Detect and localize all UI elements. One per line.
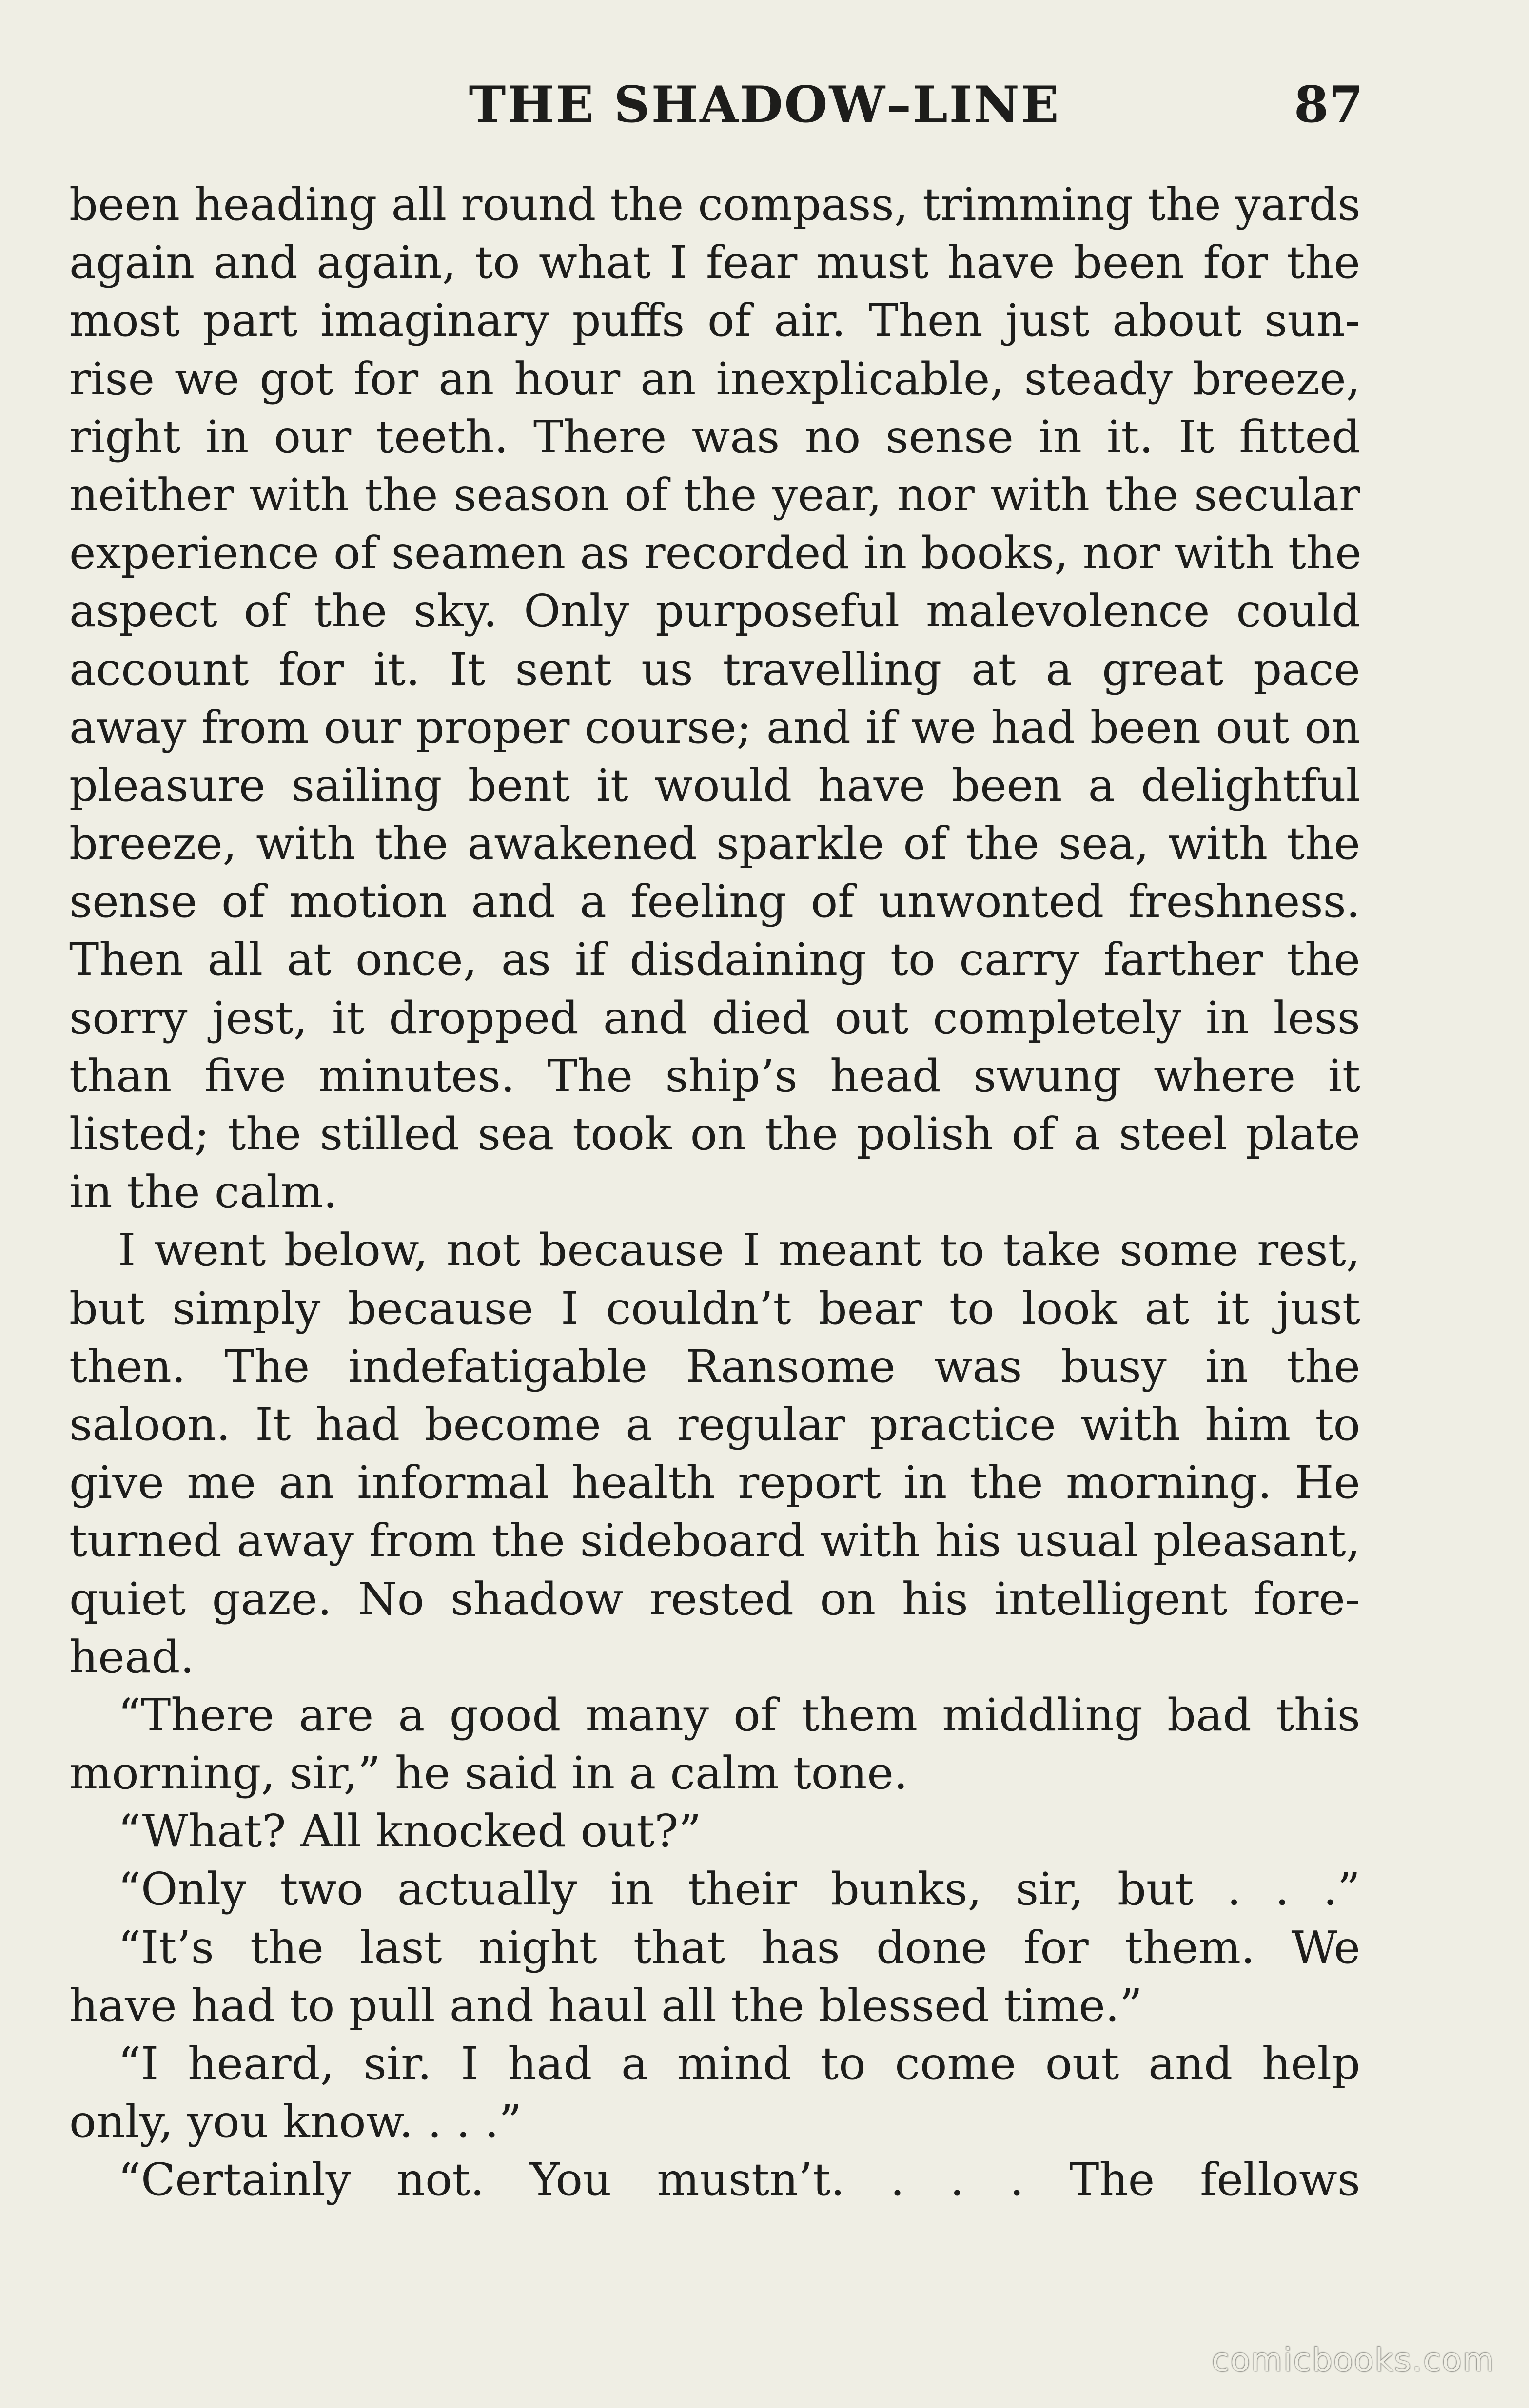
watermark: comicbooks.com (1212, 2341, 1495, 2379)
text-line: morning, sir,” he said in a calm tone. (69, 1747, 908, 1800)
text-line: turned away from the sideboard with his usual pleasant, (69, 1515, 1360, 1567)
text-line: away from our proper course; and if we had been out on (69, 701, 1360, 754)
text-line: right in our teeth. There was no sense in it. It fitted (69, 410, 1360, 463)
text-line: head. (69, 1631, 195, 1683)
text-line: “I heard, sir. I had a mind to come out and help (118, 2038, 1360, 2090)
text-line: listed; the stilled sea took on the polish of a steel plate (69, 1108, 1360, 1160)
text-line: been heading all round the compass, trimming the yards (69, 178, 1361, 231)
text-line: experience of seamen as recorded in books, nor with the (69, 527, 1362, 580)
text-line: “There are a good many of them middling bad this (118, 1689, 1360, 1741)
running-title: THE SHADOW–LINE (469, 76, 1060, 134)
text-line: “Certainly not. You mustn’t. . . . The fellows (118, 2154, 1360, 2206)
text-line: only, you know. . . .” (69, 2096, 522, 2148)
running-header (0, 73, 1529, 136)
text-line: neither with the season of the year, nor with the secular (69, 468, 1360, 521)
text-line: than five minutes. The ship’s head swung where it (69, 1049, 1360, 1102)
text-line: give me an informal health report in the morning. He (69, 1456, 1360, 1509)
body-text (69, 175, 1360, 2209)
text-line: quiet gaze. No shadow rested on his intelligent fore- (69, 1573, 1360, 1625)
text-line: again and again, to what I fear must have been for the (69, 236, 1360, 289)
text-line: but simply because I couldn’t bear to look at it just (69, 1282, 1360, 1335)
text-line: sorry jest, it dropped and died out completely in less (69, 991, 1360, 1044)
text-line: pleasure sailing bent it would have been a delightful (69, 759, 1360, 812)
text-line: Then all at once, as if disdaining to carry farther the (69, 933, 1360, 986)
text-line: then. The indefatigable Ransome was busy in the (69, 1340, 1360, 1393)
text-line: breeze, with the awakened sparkle of the sea, with the (69, 817, 1360, 870)
text-line: “What? All knocked out?” (118, 1805, 702, 1858)
text-line: in the calm. (69, 1166, 338, 1219)
text-line: rise we got for an hour an inexplicable, steady breeze, (69, 352, 1360, 405)
text-line: account for it. It sent us travelling at a great pace (69, 643, 1360, 696)
text-line: “It’s the last night that has done for them. We (118, 1921, 1360, 1974)
text-line: I went below, not because I meant to take some rest, (118, 1224, 1360, 1277)
text-line: sense of motion and a feeling of unwonted freshness. (69, 875, 1360, 928)
text-line: most part imaginary puffs of air. Then just about sun- (69, 294, 1360, 347)
page-number: 87 (1294, 76, 1363, 134)
text-line: “Only two actually in their bunks, sir, but . . .” (118, 1863, 1360, 1916)
text-line: have had to pull and haul all the blessed time.” (69, 1979, 1143, 2032)
text-line: aspect of the sky. Only purposeful malevolence could (69, 585, 1360, 638)
text-line: saloon. It had become a regular practice with him to (69, 1398, 1360, 1451)
